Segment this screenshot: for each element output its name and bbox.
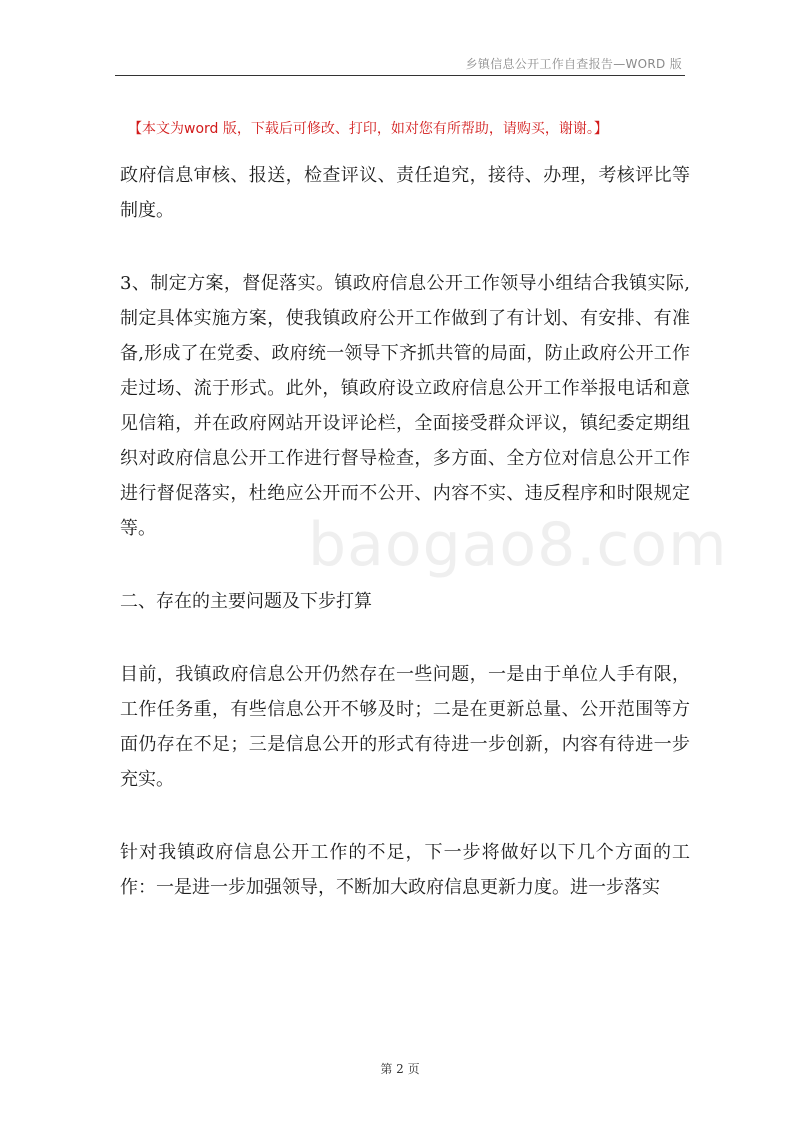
paragraph-4: 针对我镇政府信息公开工作的不足，下一步将做好以下几个方面的工作：一是进一步加强领导，不断加大政府信息更新力度。进一步落实 — [120, 842, 690, 898]
download-notice: 【本文为word 版，下载后可修改、打印，如对您有所帮助，请购买，谢谢。】 — [128, 121, 608, 137]
page-number: 第 2 页 — [380, 1062, 420, 1076]
document-body — [120, 158, 690, 905]
section-heading: 二、存在的主要问题及下步打算 — [120, 591, 372, 612]
document-header-title: 乡镇信息公开工作自查报告—WORD 版 — [465, 57, 682, 71]
paragraph-2: 3、制定方案，督促落实。镇政府信息公开工作领导小组结合我镇实际,制定具体实施方案，使我镇政府公开工作做到了有计划、有安排、有准备,形成了在党委、政府统一领导下齐抓共管的局面，防止政府公开工作走过场、流于形式。此外，镇政府设立政府信息公开工作举报电话和意见信箱，并在政府网站开设评论栏，全面接受群众评议，镇纪委定期组织对政府信息公开工作进行督导检查，多方面、全方位对信息公开工作进行督促落实，杜绝应公开而不公开、内容不实、违反程序和时限规定等。 — [120, 273, 690, 539]
paragraph-1: 政府信息审核、报送，检查评议、责任追究，接待、办理，考核评比等制度。 — [120, 165, 690, 221]
header-divider — [115, 75, 685, 76]
watermark-text: baogao8.com — [308, 510, 728, 580]
paragraph-3: 目前，我镇政府信息公开仍然存在一些问题，一是由于单位人手有限，工作任务重，有些信息公开不够及时；二是在更新总量、公开范围等方面仍存在不足；三是信息公开的形式有待进一步创新，内容有待进一步充实。 — [120, 664, 690, 790]
